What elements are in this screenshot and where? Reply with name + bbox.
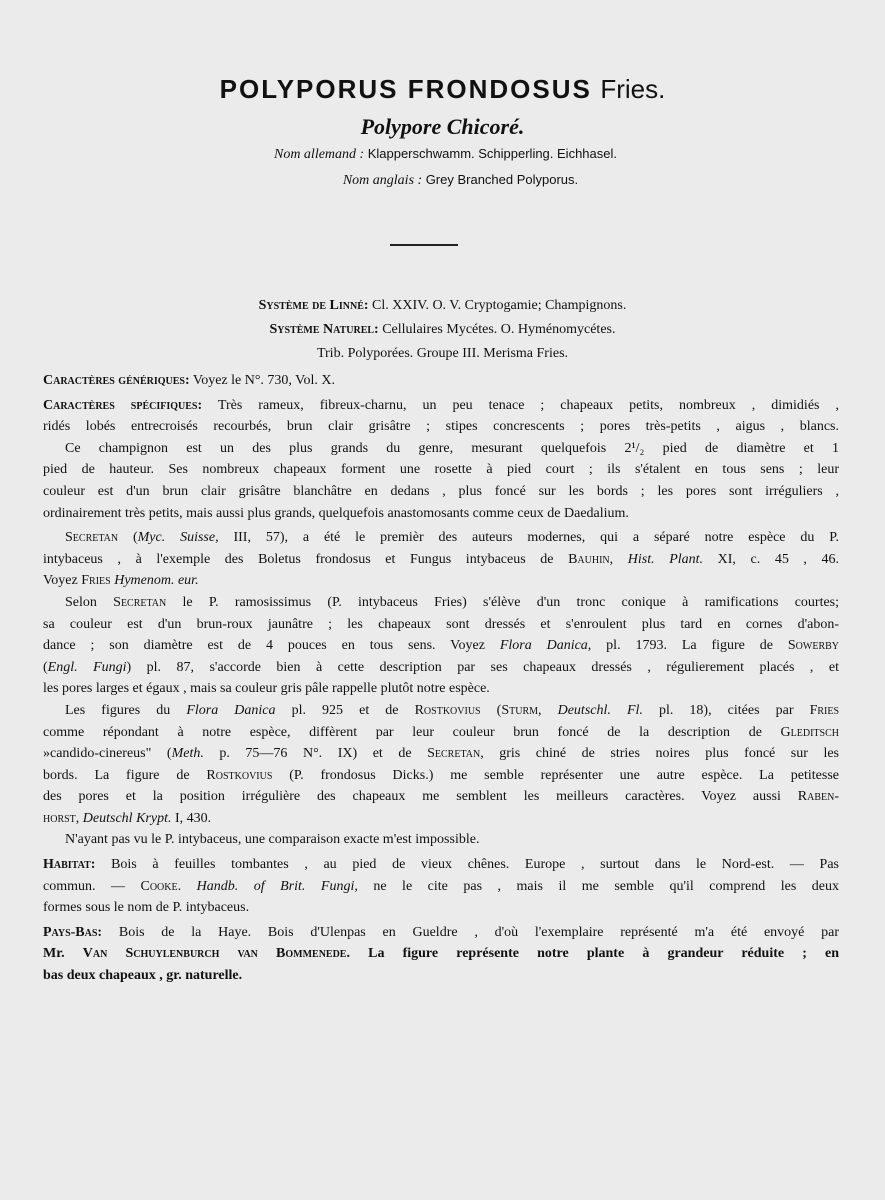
specifiques-label: Caractères spécifiques: <box>43 397 203 413</box>
ref-hist-plant: Hist. Plant. <box>627 551 704 567</box>
title-species: POLYPORUS FRONDOSUS <box>219 74 592 104</box>
figures-text-3: p. 75—76 N°. IX) et de <box>219 746 412 762</box>
habitat-text-2: commun. — <box>43 878 125 894</box>
specifiques-line-1 <box>43 395 839 417</box>
secretan-line-1: Secretan (Myc. Suisse, III, 57), a été le premièr des auteurs modernes, qui a séparé notre espèce du P. <box>65 530 839 546</box>
nom-anglais <box>0 172 885 189</box>
author-fries: Fries <box>81 573 111 589</box>
author-fries-2: Fries <box>809 702 840 718</box>
habitat-text-1: Bois à feuilles tombantes , au pied de vieux chênes. Europe , surtout dans le Nord-est. — Pas <box>111 857 840 873</box>
selon-text-3b: , pl. 1793. La figure de <box>587 638 773 654</box>
ref-flora-danica: Flora Danica <box>499 638 588 654</box>
selon-text-3: dance ; son diamètre est de 4 pouces en tous sens. Voyez <box>43 638 485 654</box>
selon-line-5: les pores larges et égaux , mais sa couleur gris pâle rappelle plutôt notre espèce. <box>43 681 490 697</box>
secretan-voyez: Voyez <box>43 573 78 589</box>
nom-allemand <box>0 146 885 163</box>
nom-allemand-label: Nom allemand : <box>273 147 365 162</box>
author-rostkovius: Rostkovius <box>414 702 481 718</box>
author-rabenhorst-2: horst, <box>43 810 80 826</box>
secretan-line-2 <box>43 549 839 571</box>
nom-anglais-value: Grey Branched Polyporus. <box>425 172 579 187</box>
paysbas-text-2: La figure représente notre plante à grandeur réduite ; en <box>368 946 840 962</box>
secretan-text-1: III, 57), a été le premièr des auteurs modernes, qui a séparé notre espèce du P. <box>233 530 839 546</box>
quote-candido: »candido-cinereus" <box>43 746 152 762</box>
body-text <box>43 370 839 987</box>
systeme-naturel-text: Cellulaires Mycétes. O. Hyménomycétes. <box>382 322 616 337</box>
figures-line-1: Les figures du Flora Danica pl. 925 et de Rostkovius (Sturm, Deutschl. Fl. pl. 18), citées par Fries <box>65 702 840 718</box>
selon-word: Selon <box>65 594 97 610</box>
figures-text-1b: pl. 925 et de <box>291 702 399 718</box>
figures-text-1: Les figures du <box>65 702 171 718</box>
paysbas-text-1: Bois de la Haye. Bois d'Ulenpas en Gueldre , d'où l'exemplaire représenté m'a été envoyé par <box>118 924 840 940</box>
paysbas-line-1 <box>43 922 839 944</box>
champignon-line-3: couleur est d'un brun clair grisâtre blanchâtre en dedans , plus foncé sur les bords ; les pores sont irréguliers , <box>43 483 839 499</box>
champignon-line-2: pied de hauteur. Ses nombreux chapeaux forment une rosette à pied court ; ils s'étalent en tous sens ; leur <box>43 462 839 478</box>
author-gleditsch: Gleditsch <box>780 724 839 740</box>
figures-line-3: »candido-cinereus" (Meth. p. 75—76 N°. IX) et de Secretan, gris chiné de stries noires plus foncé sur les <box>43 746 839 762</box>
systeme-linne <box>0 298 885 314</box>
secretan-line-3 <box>43 570 839 592</box>
page-subtitle: Polypore Chicoré. <box>360 114 525 139</box>
ref-myc-suisse: Myc. Suisse, <box>137 530 219 546</box>
ref-meth: Meth. <box>171 746 204 762</box>
generiques-text: Voyez le N°. 730, Vol. X. <box>192 373 335 388</box>
secretan-text-2: intybaceus , à l'exemple des Boletus frondosus et Fungus intybaceus de <box>43 551 554 567</box>
systeme-linne-text: Cl. XXIV. O. V. Cryptogamie; Champignons. <box>372 298 627 313</box>
selon-text-4: pl. 87, s'accorde bien à cette description par ses chapeaux dressés , régulierement placés , et <box>146 659 839 675</box>
figures-text-4: bords. La figure de <box>43 767 190 783</box>
author-sowerby: Sowerby <box>787 638 840 654</box>
title-author: Fries. <box>600 74 666 104</box>
selon-text-1: le P. ramosissimus (P. intybaceus Fries) s'élève d'un tronc conique à ramifications courtes; <box>182 594 840 610</box>
specifiques-line-2: ridés lobés entrecroisés recourbés, brun clair grisâtre ; stipes concrescents ; pores très-petits , aigus , blancs. <box>43 419 839 435</box>
habitat-label: Habitat: <box>43 857 96 873</box>
specifiques-text-1: Très rameux, fibreux-charnu, un peu tenace ; chapeaux petits, nombreux , dimidiés , <box>217 397 839 413</box>
ref-flora-danica-2: Flora Danica <box>186 702 276 718</box>
ref-deutschl-fl: Deutschl. Fl. <box>557 702 643 718</box>
ref-handb: Handb. of Brit. Fungi, <box>196 878 358 894</box>
champignon-line-1: Ce champignon est un des plus grands du genre, mesurant quelquefois 2¹/₂ pied de diamètre et 1 <box>65 440 839 456</box>
author-secretan: Secretan <box>65 530 119 546</box>
ref-engl-fungi: Engl. Fungi <box>47 659 127 675</box>
figures-text-3b: , gris chiné de stries noires plus foncé sur les <box>480 746 839 762</box>
author-rostkovius-2: Rostkovius <box>206 767 273 783</box>
systeme-naturel <box>0 322 885 338</box>
author-rabenhorst: Raben- <box>797 789 840 805</box>
habitat-line-3: formes sous le nom de P. intybaceus. <box>43 900 250 916</box>
ref-hymenom: Hymenom. eur. <box>114 573 199 589</box>
author-secretan-3: Secretan <box>427 746 481 762</box>
secretan-text-3: XI, c. 45 , 46. <box>717 551 840 567</box>
author-bauhin: Bauhin, <box>568 551 614 567</box>
habitat-line-1 <box>43 854 839 876</box>
habitat-text-2b: ne le cite pas , mais il me semble qu'il comprend les deux <box>373 878 840 894</box>
paysbas-line-2 <box>43 943 839 965</box>
page-title <box>0 74 885 105</box>
figures-text-5: des pores et la position irrégulière des chapeaux me semblent les meilleurs caractères. Voyez aussi <box>43 789 781 805</box>
champignon-line-4: ordinairement très petits, mais aussi plus grands, quelquefois anastomosants comme ceux de Daedalium. <box>43 505 629 521</box>
figures-line-2 <box>43 722 839 744</box>
author-secretan-2: Secretan <box>113 594 167 610</box>
paysbas-mr: Mr. <box>43 946 65 962</box>
systeme-linne-label: Système de Linné: <box>258 298 369 313</box>
nom-allemand-value: Klapperschwamm. Schipperling. Eichhasel. <box>367 146 617 161</box>
systeme-naturel-label: Système Naturel: <box>269 322 379 337</box>
figures-text-6: I, 430. <box>174 810 212 826</box>
nom-anglais-label: Nom anglais : <box>342 173 423 188</box>
author-sturm: Sturm <box>501 702 539 718</box>
selon-line-4: (Engl. Fungi) pl. 87, s'accorde bien à cette description par ses chapeaux dressés , régulierement placés , et <box>43 659 839 675</box>
figures-text-2: comme répondant à notre espèce, diffèrent par leur couleur brun foncé de la description de <box>43 724 762 740</box>
generiques-paragraph <box>43 370 839 392</box>
selon-line-3 <box>43 635 839 657</box>
author-cooke: Cooke. <box>140 878 182 894</box>
ref-deutschl-krypt: Deutschl Krypt. <box>82 810 172 826</box>
selon-line-2: sa couleur est d'un brun-roux jaunâtre ; les chapeaux sont dressés et s'enroulent plus tard en cornes d'abon- <box>43 616 839 632</box>
paysbas-line-3: bas deux chapeaux , gr. naturelle. <box>43 968 243 984</box>
figures-text-4b: (P. frondosus Dicks.) me semble représenter une autre espèce. La petitesse <box>289 767 839 783</box>
selon-line-1 <box>43 592 839 614</box>
habitat-line-2 <box>43 876 839 898</box>
figures-line-4 <box>43 765 839 787</box>
figures-line-5 <box>43 786 839 808</box>
divider-rule <box>390 244 458 246</box>
tribu-line: Trib. Polyporées. Groupe III. Merisma Fries. <box>316 346 569 361</box>
generiques-label: Caractères génériques: <box>43 373 190 388</box>
nayant-line: N'ayant pas vu le P. intybaceus, une comparaison exacte m'est impossible. <box>65 832 480 848</box>
figures-line-6 <box>43 808 839 830</box>
person-van-schuylenburch: Van Schuylenburch van Bommenede. <box>82 946 350 962</box>
figures-text-1c: pl. 18), citées par <box>658 702 794 718</box>
paysbas-label: Pays-Bas: <box>43 924 103 940</box>
